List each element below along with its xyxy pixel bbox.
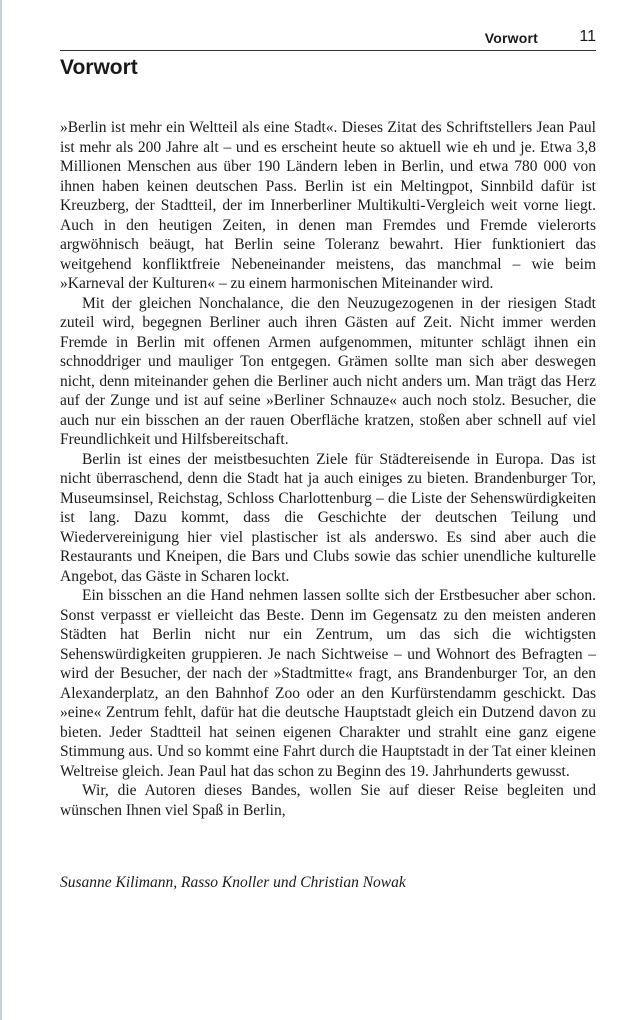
running-header <box>60 28 596 51</box>
paragraph: Mit der gleichen Nonchalance, die den Neuzugezogenen in der riesigen Stadt zuteil wird, begegnen Berliner auch ihren Gästen auf Zeit. Nicht immer werden Fremde in Berlin mit offenen Armen aufgenommen, mitunter schlägt ihnen ein schnoddriger und mauliger Ton entgegen. Grämen sollte man sich aber deswegen nicht, denn miteinander gehen die Berliner auch nicht anders um. Man trägt das Herz auf der Zunge und ist auf seine »Berliner Schnauze« auch noch stolz. Besucher, die auch nur ein bisschen an der rauen Oberfläche kratzen, stoßen aber schnell auf viel Freundlichkeit und Hilfsbereitschaft. <box>60 294 596 448</box>
body-text <box>60 118 596 820</box>
chapter-title: Vorwort <box>60 56 138 79</box>
page-edge <box>0 0 2 1020</box>
paragraph: »Berlin ist mehr ein Weltteil als eine Stadt«. Dieses Zitat des Schriftstellers Jean Paul ist mehr als 200 Jahre alt – und es erscheint heute so aktuell wie eh und je. Etwa 3,8 Millionen Menschen aus über 190 Ländern leben in Berlin, und etwa 780 000 von ihnen haben keinen deutschen Pass. Berlin ist ein Meltingpot, Sinnbild dafür ist Kreuzberg, der Stadtteil, der im Innerberliner Multikulti-Vergleich weit vorne liegt. Auch in den heutigen Zeiten, in denen man Fremdes und Fremde vielerorts argwöhnisch beäugt, hat Berlin seine Toleranz bewahrt. Hier funktioniert das weitgehend konfliktfreie Nebeneinander meistens, das manchmal – wie beim »Karneval der Kulturen« – zu einem harmonischen Miteinander wird. <box>60 119 596 292</box>
paragraph: Wir, die Autoren dieses Bandes, wollen Sie auf dieser Reise begleiten und wünschen Ihnen viel Spaß in Berlin, <box>60 782 596 819</box>
page-number: 11 <box>579 28 596 45</box>
paragraph: Ein bisschen an die Hand nehmen lassen sollte sich der Erstbesucher aber schon. Sonst verpasst er vielleicht das Beste. Denn im Gegensatz zu den meisten anderen Städten hat Berlin nicht nur ein Zentrum, um das sich die wichtigsten Sehenswürdigkeiten gruppieren. Je nach Sichtweise – und Wohnort des Befragten – wird der Besucher, der nach der »Stadtmitte« fragt, ans Brandenburger Tor, an den Alexanderplatz, an den Bahnhof Zoo oder an den Kurfürstendamm geschickt. Das »eine« Zentrum fehlt, dafür hat die deutsche Hauptstadt gleich ein Dutzend davon zu bieten. Jeder Stadtteil hat seinen eigenen Charakter und strahlt eine ganz eigene Stimmung aus. Und so kommt eine Fahrt durch die Hauptstadt in der Tat einer kleinen Weltreise gleich. Jean Paul hat das schon zu Beginn des 19. Jahrhunderts gewusst. <box>60 587 596 780</box>
running-title: Vorwort <box>484 30 538 46</box>
paragraph: Berlin ist eines der meistbesuchten Ziele für Städtereisende in Europa. Das ist nicht überraschend, denn die Stadt hat ja auch einiges zu bieten. Brandenburger Tor, Museumsinsel, Reichstag, Schloss Charlottenburg – die Liste der Sehenswürdigkeiten ist lang. Dazu kommt, dass die Geschichte der deutschen Teilung und Wiedervereinigung hier viel plastischer ist als anderswo. Es sind aber auch die Restaurants und Kneipen, die Bars und Clubs sowie das schier unendliche kulturelle Angebot, das Gäste in Scharen lockt. <box>60 450 596 585</box>
author-signature: Susanne Kilimann, Rasso Knoller und Christian Nowak <box>60 874 406 891</box>
